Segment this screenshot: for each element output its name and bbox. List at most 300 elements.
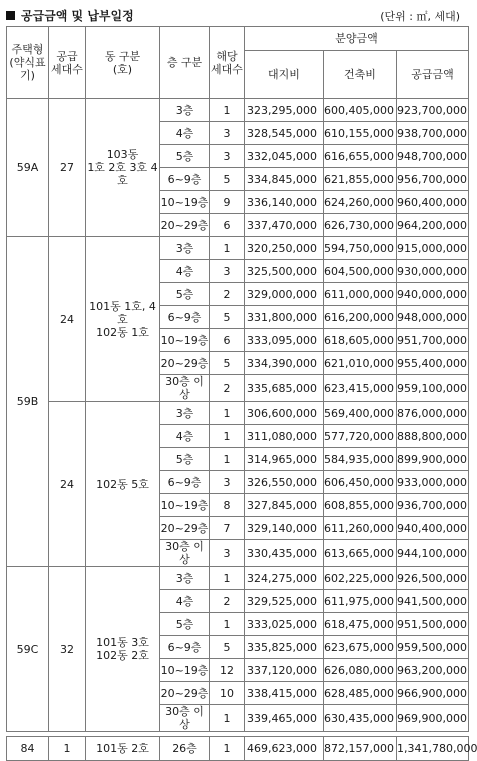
floor-cell <box>160 260 210 283</box>
building-cost-cell <box>324 737 397 761</box>
units-cell-text: 12 <box>220 663 234 677</box>
units-cell-text: 1 <box>223 571 231 585</box>
building-cost-cell-text: 616,655,000 <box>324 149 394 163</box>
building-cost-cell-text: 600,405,000 <box>324 103 394 117</box>
building-cost-cell <box>324 567 397 590</box>
units-cell <box>210 329 245 352</box>
supply-price-cell <box>397 590 469 613</box>
units-cell <box>210 306 245 329</box>
floor-cell-text: 4층 <box>175 126 194 140</box>
land-cost-cell <box>245 214 324 237</box>
units-cell-text: 3 <box>223 475 231 489</box>
supply-price-cell <box>397 659 469 682</box>
housing-type-cell <box>7 237 49 567</box>
building-cost-cell <box>324 425 397 448</box>
black-square-bullet-icon <box>6 11 15 20</box>
header-land-cost <box>245 51 324 99</box>
building-cost-cell-text: 610,155,000 <box>324 126 394 140</box>
units-cell <box>210 590 245 613</box>
supply-price-cell-text: 948,700,000 <box>397 149 467 163</box>
supply-price-cell <box>397 636 469 659</box>
floor-cell-text: 20~29층 <box>160 686 209 700</box>
units-cell-text: 2 <box>223 287 231 301</box>
units-cell-text: 5 <box>223 356 231 370</box>
supply-price-cell <box>397 494 469 517</box>
supply-price-cell-text: 940,400,000 <box>397 521 467 535</box>
floor-cell-text: 3층 <box>175 241 194 255</box>
floor-cell-text: 30층 이상 <box>165 375 204 401</box>
floor-cell-text: 10~19층 <box>160 333 209 347</box>
units-cell <box>210 352 245 375</box>
land-cost-cell <box>245 375 324 402</box>
building-cost-cell-text: 604,500,000 <box>324 264 394 278</box>
land-cost-cell-text: 334,845,000 <box>247 172 317 186</box>
floor-cell-text: 5층 <box>175 149 194 163</box>
building-cost-cell-text: 569,400,000 <box>324 406 394 420</box>
land-cost-cell <box>245 705 324 732</box>
supply-price-cell-text: 966,900,000 <box>397 686 467 700</box>
supply-price-cell-text: 969,900,000 <box>397 711 467 725</box>
units-cell <box>210 375 245 402</box>
building-cost-cell <box>324 705 397 732</box>
units-cell <box>210 567 245 590</box>
land-cost-cell-text: 332,045,000 <box>247 149 317 163</box>
header-housing-type-label: 주택형 (약식표기) <box>9 43 46 82</box>
floor-cell <box>160 306 210 329</box>
building-cost-cell <box>324 122 397 145</box>
building-cost-cell <box>324 306 397 329</box>
housing-type-cell-text: 84 <box>20 742 35 755</box>
building-cost-cell <box>324 283 397 306</box>
floor-cell <box>160 122 210 145</box>
supply-units-cell-text: 24 <box>60 312 74 326</box>
floor-cell <box>160 590 210 613</box>
floor-cell <box>160 659 210 682</box>
supply-price-cell-text: 936,700,000 <box>397 498 467 512</box>
building-cost-cell-text: 630,435,000 <box>324 711 394 725</box>
units-cell <box>210 613 245 636</box>
building-cost-cell <box>324 375 397 402</box>
units-cell-text: 6 <box>223 218 231 232</box>
land-cost-cell-text: 335,825,000 <box>247 640 317 654</box>
supply-units-cell-text: 1 <box>63 742 71 755</box>
units-cell-text: 1 <box>223 452 231 466</box>
units-cell <box>210 191 245 214</box>
header-price-group-label: 분양금액 <box>335 32 378 45</box>
floor-cell <box>160 329 210 352</box>
building-cost-cell-text: 621,855,000 <box>324 172 394 186</box>
units-cell <box>210 122 245 145</box>
building-cost-cell <box>324 168 397 191</box>
floor-cell <box>160 168 210 191</box>
supply-price-cell-text: 938,700,000 <box>397 126 467 140</box>
units-cell-text: 5 <box>223 310 231 324</box>
land-cost-cell-text: 306,600,000 <box>247 406 317 420</box>
floor-cell <box>160 636 210 659</box>
units-cell <box>210 517 245 540</box>
units-cell <box>210 705 245 732</box>
floor-cell <box>160 237 210 260</box>
land-cost-cell-text: 325,500,000 <box>247 264 317 278</box>
supply-price-cell <box>397 168 469 191</box>
supply-price-cell-text: 951,700,000 <box>397 333 467 347</box>
land-cost-cell <box>245 260 324 283</box>
header-supply-price <box>397 51 469 99</box>
floor-cell-text: 6~9층 <box>167 475 202 489</box>
units-cell-text: 1 <box>223 711 231 725</box>
housing-type-cell-text: 59C <box>16 642 39 656</box>
building-cell <box>86 567 160 732</box>
land-cost-cell-text: 330,435,000 <box>247 546 317 560</box>
supply-units-cell <box>49 402 86 567</box>
supply-price-cell-text: 944,100,000 <box>397 546 467 560</box>
supply-price-cell <box>397 122 469 145</box>
supply-units-cell <box>49 99 86 237</box>
floor-cell <box>160 283 210 306</box>
supply-price-cell <box>397 517 469 540</box>
units-cell-text: 5 <box>223 640 231 654</box>
supply-price-cell <box>397 471 469 494</box>
units-cell-text: 10 <box>220 686 234 700</box>
land-cost-cell-text: 329,525,000 <box>247 594 317 608</box>
supply-units-cell-text: 27 <box>60 161 74 174</box>
header-units <box>210 27 245 99</box>
land-cost-cell <box>245 145 324 168</box>
land-cost-cell <box>245 682 324 705</box>
units-cell-text: 5 <box>223 172 231 186</box>
floor-cell-text: 6~9층 <box>167 640 202 654</box>
table-row <box>7 402 469 425</box>
floor-cell <box>160 705 210 732</box>
supply-units-cell <box>49 737 86 761</box>
land-cost-cell <box>245 517 324 540</box>
building-cost-cell <box>324 402 397 425</box>
header-housing-type <box>7 27 49 99</box>
supply-price-cell-text: 963,200,000 <box>397 663 467 677</box>
floor-cell-text: 3층 <box>175 103 194 117</box>
land-cost-cell-text: 314,965,000 <box>247 452 317 466</box>
floor-cell <box>160 375 210 402</box>
floor-cell <box>160 737 210 761</box>
building-cost-cell-text: 626,080,000 <box>324 663 394 677</box>
floor-cell-text: 26층 <box>172 742 197 755</box>
units-cell-text: 1 <box>223 742 231 755</box>
units-cell-text: 6 <box>223 333 231 347</box>
header-floor <box>160 27 210 99</box>
building-cost-cell-text: 611,260,000 <box>324 521 394 535</box>
units-cell <box>210 168 245 191</box>
building-cost-cell-text: 626,730,000 <box>324 218 394 232</box>
header-building-cost <box>324 51 397 99</box>
units-cell-text: 1 <box>223 429 231 443</box>
supply-price-cell-text: 955,400,000 <box>397 356 467 370</box>
units-cell <box>210 540 245 567</box>
land-cost-cell-text: 331,800,000 <box>247 310 317 324</box>
supply-price-cell <box>397 402 469 425</box>
building-cost-cell <box>324 329 397 352</box>
building-cell <box>86 737 160 761</box>
supply-price-cell-text: 951,500,000 <box>397 617 467 631</box>
supply-price-cell <box>397 425 469 448</box>
supply-price-cell-text: 959,100,000 <box>397 381 467 395</box>
supply-units-cell <box>49 237 86 402</box>
floor-cell-text: 6~9층 <box>167 310 202 324</box>
table-row <box>7 99 469 122</box>
land-cost-cell <box>245 613 324 636</box>
supply-price-cell <box>397 352 469 375</box>
units-cell-text: 1 <box>223 241 231 255</box>
supply-price-cell-text: 888,800,000 <box>397 429 467 443</box>
supply-price-cell-text: 933,000,000 <box>397 475 467 489</box>
land-cost-cell <box>245 122 324 145</box>
land-cost-cell-text: 337,120,000 <box>247 663 317 677</box>
building-cost-cell <box>324 352 397 375</box>
floor-cell-text: 10~19층 <box>160 195 209 209</box>
units-cell <box>210 448 245 471</box>
building-cost-cell-text: 602,225,000 <box>324 571 394 585</box>
floor-cell <box>160 517 210 540</box>
building-cost-cell <box>324 636 397 659</box>
floor-cell <box>160 613 210 636</box>
floor-cell <box>160 448 210 471</box>
housing-type-cell <box>7 99 49 237</box>
floor-cell-text: 30층 이상 <box>165 540 204 566</box>
building-cost-cell-text: 584,935,000 <box>324 452 394 466</box>
building-cost-cell <box>324 260 397 283</box>
land-cost-cell <box>245 590 324 613</box>
building-cost-cell-text: 594,750,000 <box>324 241 394 255</box>
units-cell <box>210 214 245 237</box>
land-cost-cell <box>245 237 324 260</box>
floor-cell-text: 20~29층 <box>160 521 209 535</box>
supply-price-cell <box>397 283 469 306</box>
supply-price-cell <box>397 682 469 705</box>
housing-type-cell <box>7 737 49 761</box>
header-floor-label: 층 구분 <box>166 56 203 69</box>
housing-type-cell <box>7 567 49 732</box>
land-cost-cell-text: 329,000,000 <box>247 287 317 301</box>
building-cost-cell-text: 618,605,000 <box>324 333 394 347</box>
supply-price-cell-text: 876,000,000 <box>397 406 467 420</box>
building-cost-cell <box>324 145 397 168</box>
supply-price-cell-text: 915,000,000 <box>397 241 467 255</box>
units-cell-text: 2 <box>223 594 231 608</box>
units-cell <box>210 99 245 122</box>
units-cell-text: 7 <box>223 521 231 535</box>
floor-cell-text: 5층 <box>175 617 194 631</box>
units-cell-text: 1 <box>223 103 231 117</box>
land-cost-cell <box>245 494 324 517</box>
units-cell <box>210 402 245 425</box>
land-cost-cell <box>245 540 324 567</box>
land-cost-cell <box>245 737 324 761</box>
floor-cell-text: 5층 <box>175 287 194 301</box>
table-row <box>7 237 469 260</box>
land-cost-cell-text: 323,295,000 <box>247 103 317 117</box>
supply-price-cell-text: 940,000,000 <box>397 287 467 301</box>
land-cost-cell <box>245 191 324 214</box>
units-cell <box>210 682 245 705</box>
floor-cell-text: 3층 <box>175 406 194 420</box>
supply-units-cell-text: 24 <box>60 477 74 491</box>
building-cost-cell <box>324 99 397 122</box>
building-cost-cell <box>324 540 397 567</box>
units-cell <box>210 283 245 306</box>
building-cost-cell <box>324 682 397 705</box>
building-cost-cell <box>324 237 397 260</box>
floor-cell <box>160 682 210 705</box>
floor-cell <box>160 425 210 448</box>
supply-price-cell <box>397 567 469 590</box>
building-cell-text: 103동 1호 2호 3호 4호 <box>87 148 158 187</box>
supply-price-cell <box>397 191 469 214</box>
floor-cell <box>160 214 210 237</box>
land-cost-cell-text: 337,470,000 <box>247 218 317 232</box>
units-cell <box>210 737 245 761</box>
housing-type-cell-text: 59B <box>16 395 39 408</box>
supply-units-cell <box>49 567 86 732</box>
supply-price-cell <box>397 306 469 329</box>
floor-cell-text: 4층 <box>175 429 194 443</box>
supply-price-cell <box>397 99 469 122</box>
land-cost-cell-text: 327,845,000 <box>247 498 317 512</box>
header-units-label: 해당 세대수 <box>211 49 243 76</box>
building-cost-cell-text: 624,260,000 <box>324 195 394 209</box>
building-cell-text: 101동 1호, 4호 102동 1호 <box>89 299 156 339</box>
floor-cell <box>160 567 210 590</box>
supply-price-cell-text: 923,700,000 <box>397 103 467 117</box>
units-cell-text: 1 <box>223 406 231 420</box>
supply-price-cell <box>397 737 477 761</box>
building-cost-cell-text: 618,475,000 <box>324 617 394 631</box>
building-cost-cell-text: 611,000,000 <box>324 287 394 301</box>
units-cell <box>210 659 245 682</box>
supply-price-cell-text: 959,500,000 <box>397 640 467 654</box>
building-cost-cell <box>324 494 397 517</box>
floor-cell <box>160 99 210 122</box>
floor-cell <box>160 494 210 517</box>
building-cell <box>86 402 160 567</box>
supply-price-cell-text: 956,700,000 <box>397 172 467 186</box>
land-cost-cell <box>245 636 324 659</box>
land-cost-cell <box>245 168 324 191</box>
floor-cell <box>160 540 210 567</box>
supply-price-cell-text: 964,200,000 <box>397 218 467 232</box>
floor-cell <box>160 471 210 494</box>
units-cell-text: 2 <box>223 381 231 395</box>
land-cost-cell-text: 324,275,000 <box>247 571 317 585</box>
land-cost-cell <box>245 352 324 375</box>
land-cost-cell <box>245 283 324 306</box>
housing-type-cell-text: 59A <box>16 161 39 174</box>
units-cell <box>210 494 245 517</box>
units-cell-text: 3 <box>223 126 231 140</box>
land-cost-cell <box>245 567 324 590</box>
units-cell <box>210 260 245 283</box>
section-title-text: 공급금액 및 납부일정 <box>21 9 134 23</box>
units-cell-text: 8 <box>223 498 231 512</box>
land-cost-cell-text: 334,390,000 <box>247 356 317 370</box>
supply-price-cell-text: 941,500,000 <box>397 594 467 608</box>
building-cost-cell <box>324 214 397 237</box>
land-cost-cell <box>245 659 324 682</box>
supply-price-cell-text: 960,400,000 <box>397 195 467 209</box>
supply-price-cell <box>397 375 469 402</box>
land-cost-cell <box>245 448 324 471</box>
land-cost-cell <box>245 306 324 329</box>
supply-price-cell <box>397 329 469 352</box>
building-cost-cell <box>324 613 397 636</box>
units-cell <box>210 145 245 168</box>
land-cost-cell <box>245 471 324 494</box>
building-cost-cell-text: 613,665,000 <box>324 546 394 560</box>
supply-price-cell <box>397 260 469 283</box>
floor-cell-text: 4층 <box>175 594 194 608</box>
section-title <box>6 7 134 24</box>
units-cell-text: 1 <box>223 617 231 631</box>
building-cost-cell <box>324 590 397 613</box>
supply-price-cell-text: 1,341,780,000 <box>397 742 477 755</box>
building-cell <box>86 99 160 237</box>
land-cost-cell <box>245 425 324 448</box>
land-cost-cell-text: 320,250,000 <box>247 241 317 255</box>
units-cell <box>210 636 245 659</box>
floor-cell-text: 6~9층 <box>167 172 202 186</box>
land-cost-cell-text: 333,025,000 <box>247 617 317 631</box>
building-cost-cell <box>324 191 397 214</box>
supply-price-cell <box>397 237 469 260</box>
header-building-cost-label: 건축비 <box>344 68 376 81</box>
building-cost-cell-text: 577,720,000 <box>324 429 394 443</box>
floor-cell-text: 3층 <box>175 571 194 585</box>
header-land-cost-label: 대지비 <box>268 68 300 81</box>
header-building-label: 동 구분 (호) <box>104 49 141 76</box>
supply-price-cell <box>397 214 469 237</box>
land-cost-cell <box>245 329 324 352</box>
units-cell-text: 3 <box>223 546 231 560</box>
header-supply-units-label: 공급 세대수 <box>51 49 83 76</box>
supply-price-cell <box>397 540 469 567</box>
supply-units-cell-text: 32 <box>60 642 74 656</box>
unit-note: (단위 : ㎡, 세대) <box>380 10 460 23</box>
building-cell-text: 101동 3호 102동 2호 <box>96 636 149 662</box>
supply-price-cell-text: 930,000,000 <box>397 264 467 278</box>
building-cost-cell-text: 623,415,000 <box>324 381 394 395</box>
supply-price-cell-text: 899,900,000 <box>397 452 467 466</box>
building-cost-cell <box>324 517 397 540</box>
land-cost-cell-text: 328,545,000 <box>247 126 317 140</box>
header-supply-units <box>49 27 86 99</box>
land-cost-cell-text: 329,140,000 <box>247 521 317 535</box>
building-cell-text: 102동 5호 <box>96 477 149 491</box>
land-cost-cell <box>245 99 324 122</box>
building-cost-cell-text: 608,855,000 <box>324 498 394 512</box>
building-cell-text: 101동 2호 <box>96 742 149 755</box>
floor-cell <box>160 191 210 214</box>
building-cost-cell-text: 611,975,000 <box>324 594 394 608</box>
floor-cell-text: 4층 <box>175 264 194 278</box>
building-cost-cell-text: 616,200,000 <box>324 310 394 324</box>
supply-price-cell <box>397 145 469 168</box>
table-row <box>7 567 469 590</box>
units-cell-text: 9 <box>223 195 231 209</box>
building-cost-cell-text: 872,157,000 <box>324 742 394 755</box>
header-price-group <box>245 27 469 51</box>
supply-price-cell-text: 926,500,000 <box>397 571 467 585</box>
floor-cell-text: 20~29층 <box>160 356 209 370</box>
land-cost-cell-text: 338,415,000 <box>247 686 317 700</box>
floor-cell-text: 10~19층 <box>160 498 209 512</box>
